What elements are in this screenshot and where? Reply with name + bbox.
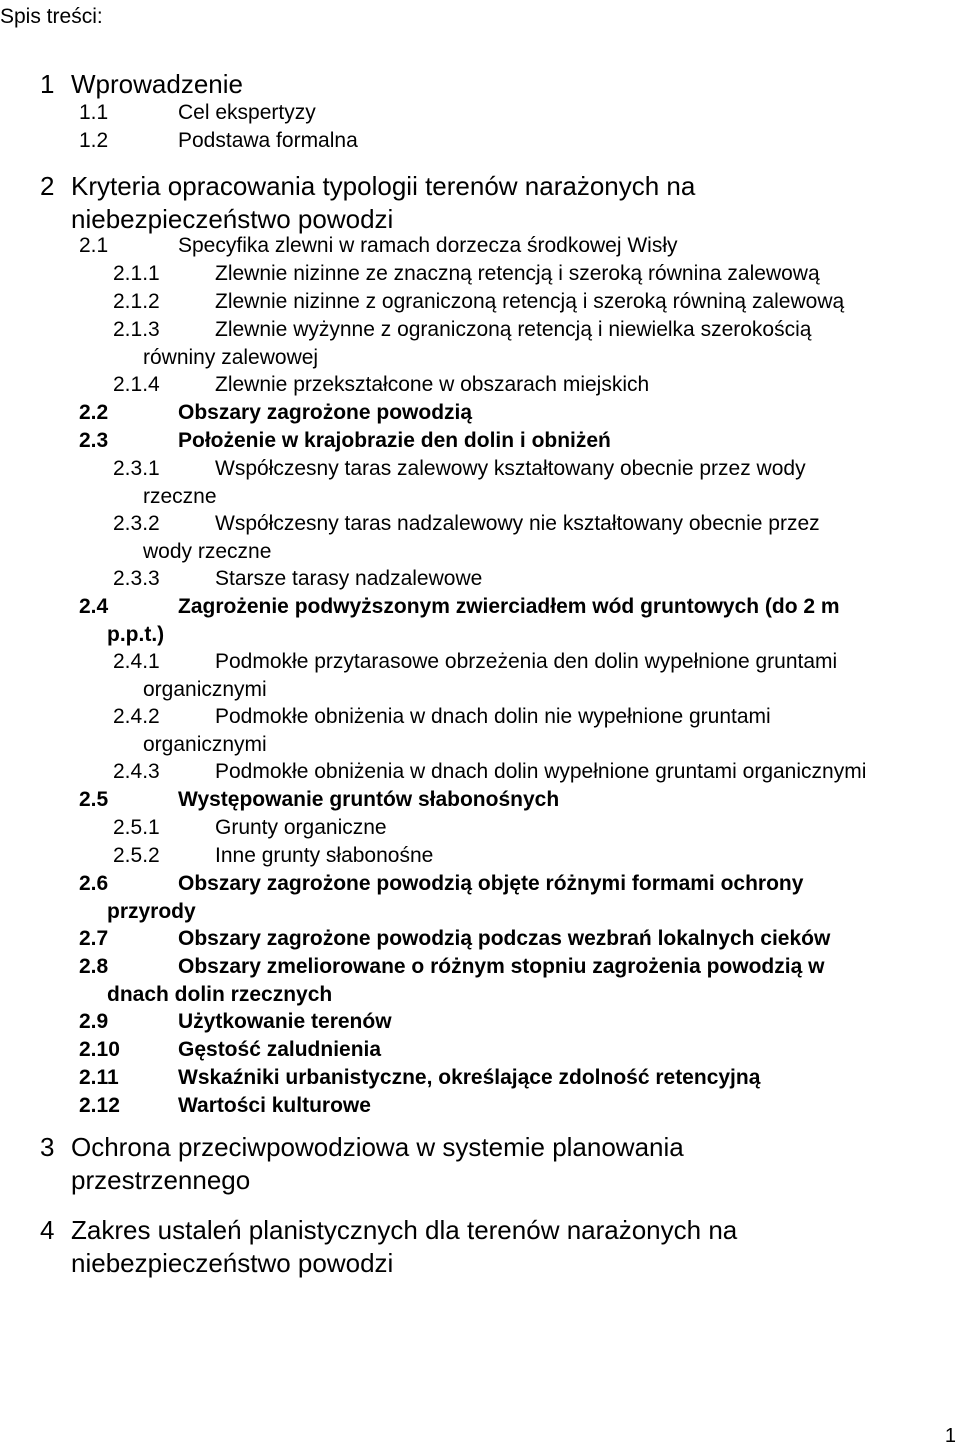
toc-entry-title: Obszary zagrożone powodzią objęte różnymi formami ochrony bbox=[178, 872, 804, 895]
toc-entry-title: Użytkowanie terenów bbox=[178, 1010, 392, 1033]
toc-entry-number: 2.7 bbox=[79, 927, 109, 950]
toc-entry-title-continuation: organicznymi bbox=[143, 678, 267, 701]
toc-entry-number: 3 bbox=[40, 1132, 55, 1162]
toc-entry-number: 2.4.3 bbox=[113, 760, 160, 783]
toc-entry-number: 2.1.1 bbox=[113, 262, 160, 285]
toc-entry-title: Zlewnie przekształcone w obszarach miejskich bbox=[215, 373, 650, 396]
toc-entry-title: Inne grunty słabonośne bbox=[215, 844, 434, 867]
toc-entry-title: Zlewnie nizinne z ograniczoną retencją i szeroką równiną zalewową bbox=[215, 290, 845, 313]
toc-entry-number: 2.9 bbox=[79, 1010, 109, 1033]
toc-entry-number: 2.5.2 bbox=[113, 844, 160, 867]
toc-entry-number: 2.1 bbox=[79, 234, 109, 257]
toc-entry-title-continuation: rzeczne bbox=[143, 485, 217, 508]
toc-entry-title-continuation: przyrody bbox=[107, 900, 196, 923]
toc-entry-number: 2.1.2 bbox=[113, 290, 160, 313]
toc-entry-title-continuation: organicznymi bbox=[143, 733, 267, 756]
toc-entry-title: Podmokłe przytarasowe obrzeżenia den dolin wypełnione gruntami bbox=[215, 650, 838, 673]
toc-entry-number: 4 bbox=[40, 1215, 55, 1245]
toc-entry-number: 1.1 bbox=[79, 101, 109, 124]
page-title: Spis treści: bbox=[0, 5, 103, 28]
toc-entry-title: Kryteria opracowania typologii terenów narażonych na bbox=[71, 171, 696, 201]
toc-entry-title: Zagrożenie podwyższonym zwierciadłem wód gruntowych (do 2 m bbox=[178, 595, 840, 618]
toc-entry-number: 2.1.3 bbox=[113, 318, 160, 341]
toc-entry-title: Współczesny taras zalewowy kształtowany obecnie przez wody bbox=[215, 457, 806, 480]
toc-entry-number: 1 bbox=[40, 69, 55, 99]
toc-entry-number: 2.4.2 bbox=[113, 705, 160, 728]
toc-entry-title-continuation: przestrzennego bbox=[71, 1165, 251, 1195]
toc-entry-title-continuation: niebezpieczeństwo powodzi bbox=[71, 204, 394, 234]
toc-entry-title: Podmokłe obniżenia w dnach dolin wypełnione gruntami organicznymi bbox=[215, 760, 867, 783]
toc-entry-title: Wartości kulturowe bbox=[178, 1094, 371, 1117]
toc-entry-number: 2.4 bbox=[79, 595, 109, 618]
toc-entry-title: Obszary zmeliorowane o różnym stopniu zagrożenia powodzią w bbox=[178, 955, 825, 978]
toc-entry-title: Cel ekspertyzy bbox=[178, 101, 316, 124]
toc-entry-title: Zakres ustaleń planistycznych dla terenów narażonych na bbox=[71, 1215, 738, 1245]
toc-entry-title: Starsze tarasy nadzalewowe bbox=[215, 567, 483, 590]
toc-entry-number: 2.11 bbox=[79, 1066, 119, 1089]
toc-entry-title: Obszary zagrożone powodzią podczas wezbrań lokalnych cieków bbox=[178, 927, 831, 950]
toc-entry-number: 2.3.3 bbox=[113, 567, 160, 590]
toc-entry-title: Podmokłe obniżenia w dnach dolin nie wypełnione gruntami bbox=[215, 705, 771, 728]
toc-entry-number: 2.2 bbox=[79, 401, 109, 424]
toc-entry-number: 2.6 bbox=[79, 872, 109, 895]
toc-entry-number: 2.3 bbox=[79, 429, 109, 452]
toc-entry-number: 2.5.1 bbox=[113, 816, 160, 839]
toc-entry-title-continuation: równiny zalewowej bbox=[143, 346, 319, 369]
toc-entry-number: 2.4.1 bbox=[113, 650, 160, 673]
toc-entry-title: Występowanie gruntów słabonośnych bbox=[178, 788, 560, 811]
toc-entry-number: 2.10 bbox=[79, 1038, 120, 1061]
toc-entry-number: 2.5 bbox=[79, 788, 109, 811]
toc-entry-number: 2.8 bbox=[79, 955, 109, 978]
toc-entry-title: Grunty organiczne bbox=[215, 816, 387, 839]
toc-entry-title: Położenie w krajobrazie den dolin i obniżeń bbox=[178, 429, 611, 452]
toc-entry-title-continuation: dnach dolin rzecznych bbox=[107, 983, 333, 1006]
toc-entry-title: Zlewnie nizinne ze znaczną retencją i szeroką równina zalewową bbox=[215, 262, 820, 285]
toc-entry-title: Ochrona przeciwpowodziowa w systemie planowania bbox=[71, 1132, 684, 1162]
page-number: 1 bbox=[944, 1425, 956, 1447]
toc-entry-title: Wprowadzenie bbox=[71, 69, 243, 99]
toc-entry-number: 2.1.4 bbox=[113, 373, 160, 396]
toc-entry-number: 2 bbox=[40, 171, 55, 201]
toc-entry-title-continuation: niebezpieczeństwo powodzi bbox=[71, 1248, 394, 1278]
toc-entry-number: 2.12 bbox=[79, 1094, 120, 1117]
toc-entry-title: Specyfika zlewni w ramach dorzecza środkowej Wisły bbox=[178, 234, 678, 257]
toc-entry-number: 2.3.1 bbox=[113, 457, 160, 480]
toc-entry-title: Podstawa formalna bbox=[178, 129, 358, 152]
toc-entry-title: Gęstość zaludnienia bbox=[178, 1038, 382, 1061]
toc-entry-title-continuation: wody rzeczne bbox=[143, 540, 272, 563]
toc-entry-title: Obszary zagrożone powodzią bbox=[178, 401, 473, 424]
toc-entry-title-continuation: p.p.t.) bbox=[107, 623, 165, 646]
toc-entry-title: Współczesny taras nadzalewowy nie kształtowany obecnie przez bbox=[215, 512, 820, 535]
toc-entry-title: Wskaźniki urbanistyczne, określające zdolność retencyjną bbox=[178, 1066, 761, 1089]
toc-entry-title: Zlewnie wyżynne z ograniczoną retencją i niewielka szerokością bbox=[215, 318, 812, 341]
toc-entry-number: 2.3.2 bbox=[113, 512, 160, 535]
toc-entry-number: 1.2 bbox=[79, 129, 109, 152]
